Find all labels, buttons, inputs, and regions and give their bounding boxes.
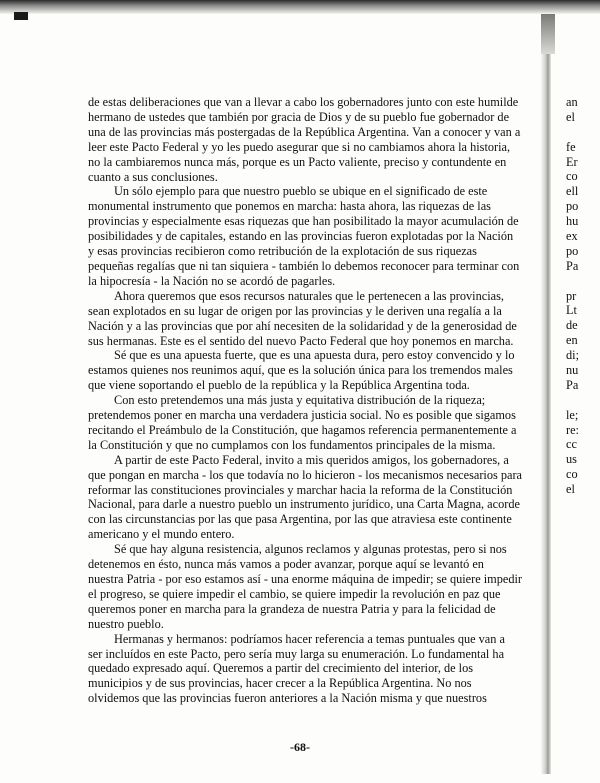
- paragraph: Con esto pretendemos una más justa y equitativa distribución de la riqueza; pretendemos poner en marcha una verdadera justicia social. No es posible que sigamos recitando el Preámbulo de la Constitución, que hagamos referencia permanentemente a la Constitución y que no cumplamos con los fundamentos principales de la misma.: [88, 393, 517, 452]
- paragraph: Un sólo ejemplo para que nuestro pueblo se ubique en el significado de este monumental instrumento que ponemos en marcha: hasta ahora, las riquezas de las provincias y especialmente esas riquezas que han posibilitado la mayor acumulación de posibilidades y de capitales, estando en las provincias fueron explotadas por la Nación y esas provincias recibieron como retribución de la explotación de sus riquezas pequeñas regalías que ni tan siquiera - también lo debemos reconocer para terminar con la hipocresía - la Nación no se acordó de pagarles.: [88, 184, 520, 288]
- fragment-line: an: [566, 95, 578, 109]
- fragment-line: cc: [566, 437, 577, 452]
- fragment-line: po: [566, 199, 579, 214]
- page-gutter: [541, 14, 551, 774]
- fragment-line: pr: [566, 288, 577, 303]
- fragment-line: Lt: [566, 303, 577, 318]
- fragment-line: Pa: [566, 377, 579, 392]
- fragment-line: el: [566, 109, 575, 124]
- fragment-line: co: [566, 467, 578, 482]
- paragraph: A partir de este Pacto Federal, invito a mis queridos amigos, los gobernadores, a que pongan en marcha - los que todavía no lo hicieron - los mecanismos necesarios para reformar las constituciones provinciales y marchar hacia la reforma de la Constitución Nacional, para darle a nuestro pueblo un instrumento jurídico, una Carta Magna, acorde con las circunstancias por las que pasa Argentina, por las que atraviesa este continente americano y el mundo entero.: [88, 452, 523, 542]
- paragraph: Sé que es una apuesta fuerte, que es una apuesta dura, pero estoy convencido y lo estamos quienes nos reunimos aquí, que es la solución única para los tremendos males que viene soportando el pueblo de la república y la República Argentina toda.: [88, 348, 515, 393]
- paragraph: Hermanas y hermanos: podríamos hacer referencia a temas puntuales que van a ser incluídos en este Pacto, pero sería muy larga su enumeración. Lo fundamental ha quedado expresado aquí. Queremos a partir del crecimiento del interior, de los municipios y de sus provincias, hacer crecer a la República Argentina. No nos olvidemos que las provincias fueron anteriores a la Nación misma y que nuestros: [88, 631, 505, 706]
- fragment-line: Pa: [566, 258, 579, 273]
- fragment-line: de: [566, 318, 578, 333]
- fragment-line: ell: [566, 184, 579, 199]
- paragraph: Ahora queremos que esos recursos naturales que le pertenecen a las provincias, sean explotados en su lugar de origen por las provincias y le deriven una regalía a la Nación y a las provincias que por ahí necesiten de la solidaridad y de la generosidad de sus hermanas. Este es el sentido del nuevo Pacto Federal que hoy ponemos en marcha.: [88, 288, 517, 348]
- fragment-line: el: [566, 482, 575, 497]
- fragment-line: nu: [566, 363, 579, 378]
- fragment-line: en: [566, 333, 578, 348]
- paragraph: de estas deliberaciones que van a llevar a cabo los gobernadores junto con este humilde hermano de ustedes que también por gracia de Dios y de su pueblo fue gobernador de una de las provincias más postergadas de la República Argentina. Van a conocer y van a leer este Pacto Federal y yo les puedo asegurar que si no cambiamos ahora la historia, no la cambiaremos nunca más, porque es un Pacto valiente, preciso y contundente en cuanto a sus conclusiones.: [88, 95, 521, 184]
- fragment-line: di;: [566, 348, 579, 363]
- fragment-line: le;: [566, 407, 579, 422]
- scan-corner-mark: [14, 12, 28, 20]
- fragment-line: fe: [566, 139, 576, 154]
- fragment-line: [566, 393, 600, 408]
- fragment-line: [566, 125, 600, 140]
- fragment-line: re:: [566, 422, 579, 437]
- gutter-shadow: [541, 14, 555, 54]
- fragment-line: us: [566, 452, 577, 467]
- fragment-line: Er: [566, 154, 578, 169]
- facing-page-fragments: [566, 95, 600, 497]
- fragment-line: [566, 274, 600, 289]
- fragment-line: hu: [566, 214, 579, 229]
- fragment-line: po: [566, 243, 579, 258]
- fragment-line: co: [566, 169, 578, 184]
- page-body: [88, 95, 522, 706]
- fragment-line: ex: [566, 229, 578, 244]
- page-number: -68-: [290, 740, 310, 754]
- scan-top-edge: [0, 0, 600, 14]
- paragraph: Sé que hay alguna resistencia, algunos reclamos y algunas protestas, pero si nos detenemos en ésto, nunca más vamos a poder avanzar, porque aquí se levantó en nuestra Patria - por eso estamos así - una enorme máquina de impedir; se quiere impedir el progreso, se quiere impedir el cambio, se quiere impedir la revolución en paz que queremos poner en marcha para la grandeza de nuestra Patria y para la felicidad de nuestro pueblo.: [88, 542, 523, 631]
